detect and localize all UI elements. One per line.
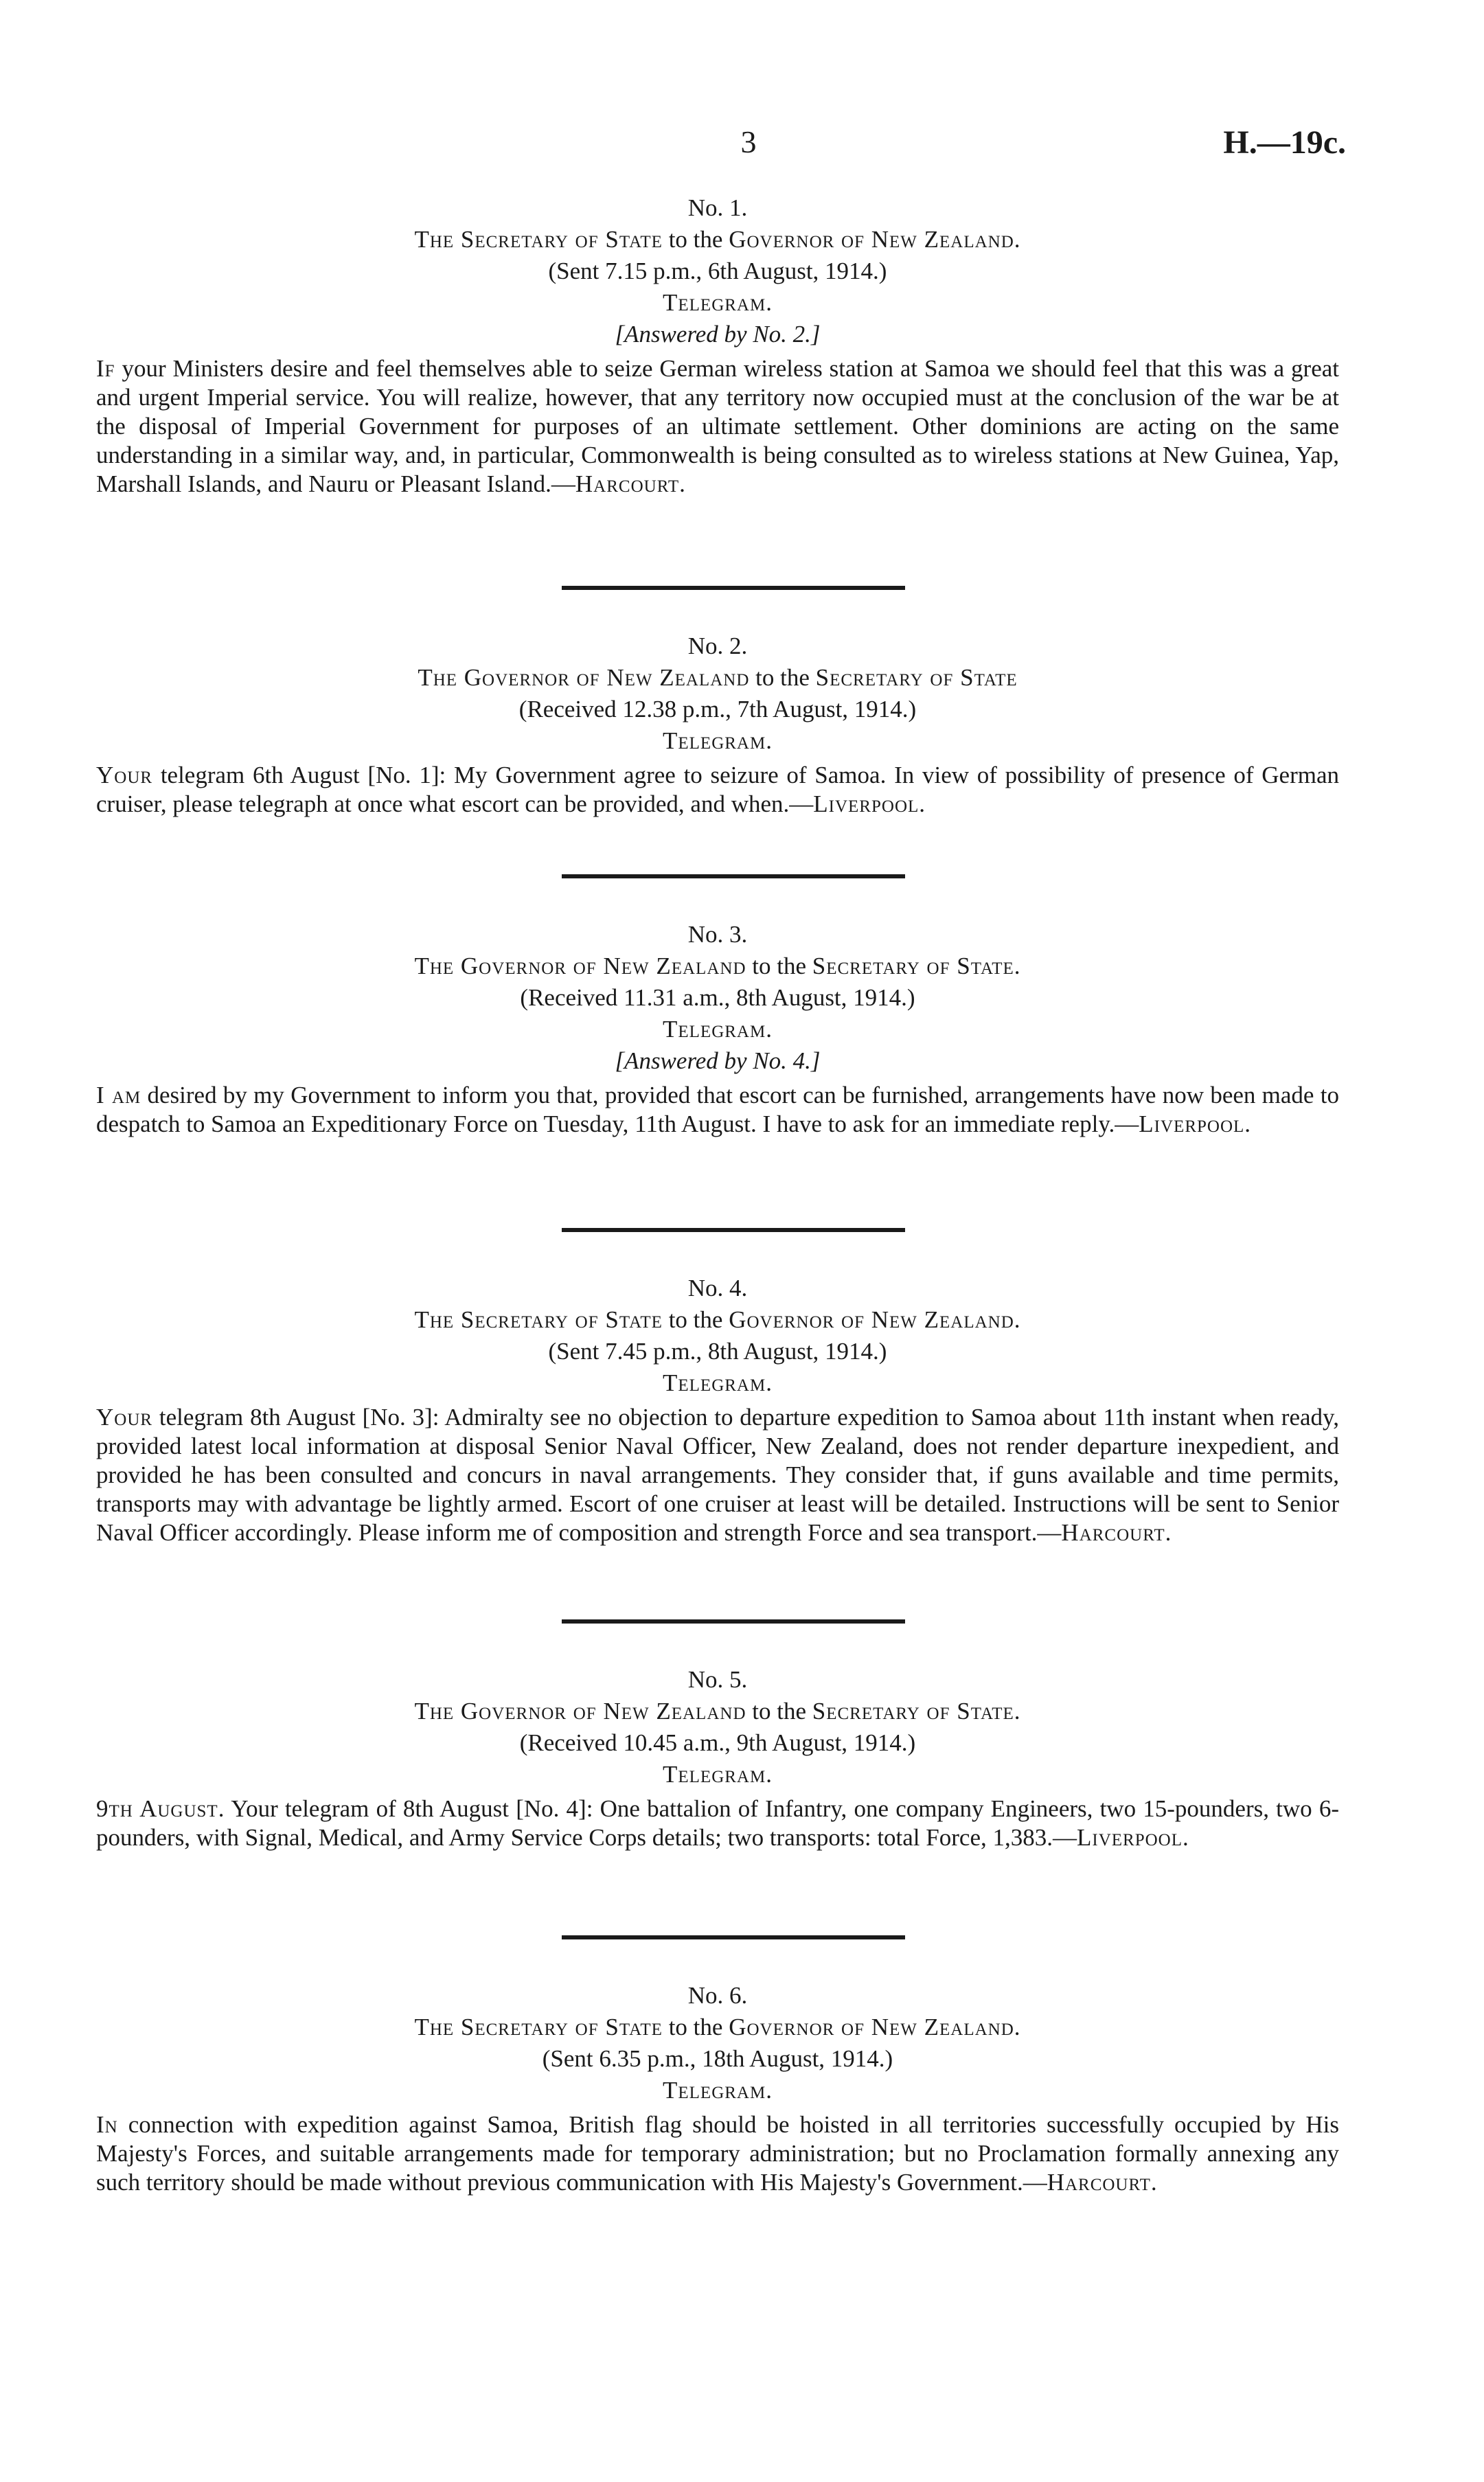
telegram-number: No. 1. <box>687 194 748 221</box>
body-text: desired by my Government to inform you that, provided that escort can be furnished, arrangements have now been made to despatch to Samoa an Expeditionary Force on Tuesday, 11th August. I have to ask for an immediate reply.— <box>96 1082 1339 1137</box>
signature: Harcourt. <box>575 470 686 497</box>
sent-date: (Sent 6.35 p.m., 18th August, 1914.) <box>542 2045 893 2072</box>
telegram-parties <box>96 1696 1339 1727</box>
sender: The Secretary of State <box>414 2014 663 2040</box>
recipient: Governor of New Zealand. <box>729 2014 1021 2040</box>
signature: Harcourt. <box>1047 2169 1158 2196</box>
lead-word: In <box>96 2111 118 2138</box>
to-word: to the <box>755 664 810 691</box>
telegram-6 <box>96 1980 1339 2197</box>
body-text: your Ministers desire and feel themselves able to seize German wireless station at Samoa we should feel that this was a great and urgent Imperial service. You will realize, however, that any territory now occupied must at the conclusion of the war be at the disposal of Imperial Government for purposes of an ultimate settlement. Other dominions are acting on the same understanding in a similar way, and, in particular, Commonwealth is being consulted as to wireless stations at New Guinea, Yap, Marshall Islands, and Nauru or Pleasant Island.— <box>96 355 1339 497</box>
telegram-type: Telegram. <box>663 289 773 316</box>
telegram-parties <box>96 662 1339 694</box>
document-reference: H.—19c. <box>1223 124 1346 161</box>
to-word: to the <box>668 1306 723 1333</box>
to-word: to the <box>752 1698 806 1724</box>
section-divider <box>562 1228 905 1232</box>
lead-word: I am <box>96 1082 141 1108</box>
telegram-number: No. 2. <box>687 633 748 659</box>
page-number: 3 <box>740 124 757 159</box>
telegram-5 <box>96 1664 1339 1852</box>
signature: Liverpool. <box>813 790 926 817</box>
lead-word: Your <box>96 762 153 788</box>
body-text: telegram 8th August [No. 3]: Admiralty see no objection to departure expedition to Samoa about 11th instant when ready, provided latest local information at disposal Senior Naval Officer, New Zealand, does not render departure inexpedient, and provided he has been consulted and concurs in naval arrangements. They consider that, if guns available and time permits, transports may with advantage be lightly armed. Escort of one cruiser at least will be detailed. Instructions will be sent to Senior Naval Officer accordingly. Please inform me of composition and strength Force and sea transport.— <box>96 1404 1339 1546</box>
recipient: Secretary of State. <box>812 953 1021 979</box>
telegram-type: Telegram. <box>663 1016 773 1043</box>
sender: The Secretary of State <box>414 226 663 253</box>
sender: The Secretary of State <box>414 1306 663 1333</box>
to-word: to the <box>668 2014 723 2040</box>
recipient: Governor of New Zealand. <box>729 1306 1021 1333</box>
sender: The Governor of New Zealand <box>414 953 746 979</box>
lead-word: 9th August. <box>96 1795 225 1822</box>
signature: Liverpool. <box>1076 1824 1189 1851</box>
telegram-type: Telegram. <box>663 1369 773 1396</box>
telegram-body <box>96 354 1339 499</box>
to-word: to the <box>752 953 806 979</box>
telegram-body <box>96 1795 1339 1852</box>
section-divider <box>562 1619 905 1624</box>
to-word: to the <box>668 226 723 253</box>
telegram-body <box>96 2110 1339 2197</box>
telegram-body <box>96 761 1339 819</box>
answered-note: [Answered by No. 2.] <box>615 321 821 348</box>
recipient: Governor of New Zealand. <box>729 226 1021 253</box>
section-divider <box>562 874 905 878</box>
body-text: telegram 6th August [No. 1]: My Government agree to seizure of Samoa. In view of possibility of presence of German cruiser, please telegraph at once what escort can be provided, and when.— <box>96 762 1339 817</box>
recipient: Secretary of State <box>815 664 1018 691</box>
lead-word: If <box>96 355 115 382</box>
signature: Harcourt. <box>1061 1519 1172 1546</box>
telegram-number: No. 5. <box>687 1666 748 1693</box>
telegram-body <box>96 1403 1339 1547</box>
telegram-1 <box>96 192 1339 499</box>
telegram-parties <box>96 1304 1339 1336</box>
telegram-2 <box>96 630 1339 819</box>
telegram-type: Telegram. <box>663 727 773 754</box>
telegram-type: Telegram. <box>663 1761 773 1788</box>
sent-date: (Sent 7.15 p.m., 6th August, 1914.) <box>548 258 887 284</box>
lead-word: Your <box>96 1404 153 1431</box>
sender: The Governor of New Zealand <box>418 664 750 691</box>
telegram-3 <box>96 919 1339 1139</box>
received-date: (Received 11.31 a.m., 8th August, 1914.) <box>520 984 915 1011</box>
signature: Liverpool. <box>1139 1111 1252 1137</box>
telegram-4 <box>96 1273 1339 1547</box>
sender: The Governor of New Zealand <box>414 1698 746 1724</box>
telegram-number: No. 3. <box>687 921 748 948</box>
body-text: Your telegram of 8th August [No. 4]: One battalion of Infantry, one company Engineers, two 15-pounders, two 6-pounders, with Signal, Medical, and Army Service Corps details; two transports: total Force, 1,383.— <box>96 1795 1339 1851</box>
recipient: Secretary of State. <box>812 1698 1021 1724</box>
section-divider <box>562 586 905 590</box>
telegram-parties <box>96 224 1339 255</box>
telegram-parties <box>96 950 1339 982</box>
body-text: connection with expedition against Samoa, British flag should be hoisted in all territories successfully occupied by His Majesty's Forces, and suitable arrangements made for temporary administration; but no Proclamation formally annexing any such territory should be made without previous communication with His Majesty's Government.— <box>96 2111 1339 2196</box>
telegram-body <box>96 1081 1339 1139</box>
telegram-number: No. 6. <box>687 1982 748 2009</box>
answered-note: [Answered by No. 4.] <box>615 1047 821 1074</box>
telegram-parties <box>96 2012 1339 2043</box>
received-date: (Received 12.38 p.m., 7th August, 1914.) <box>518 696 917 722</box>
telegram-number: No. 4. <box>687 1275 748 1301</box>
telegram-type: Telegram. <box>663 2077 773 2104</box>
sent-date: (Sent 7.45 p.m., 8th August, 1914.) <box>548 1338 887 1365</box>
received-date: (Received 10.45 a.m., 9th August, 1914.) <box>519 1729 916 1756</box>
section-divider <box>562 1935 905 1939</box>
